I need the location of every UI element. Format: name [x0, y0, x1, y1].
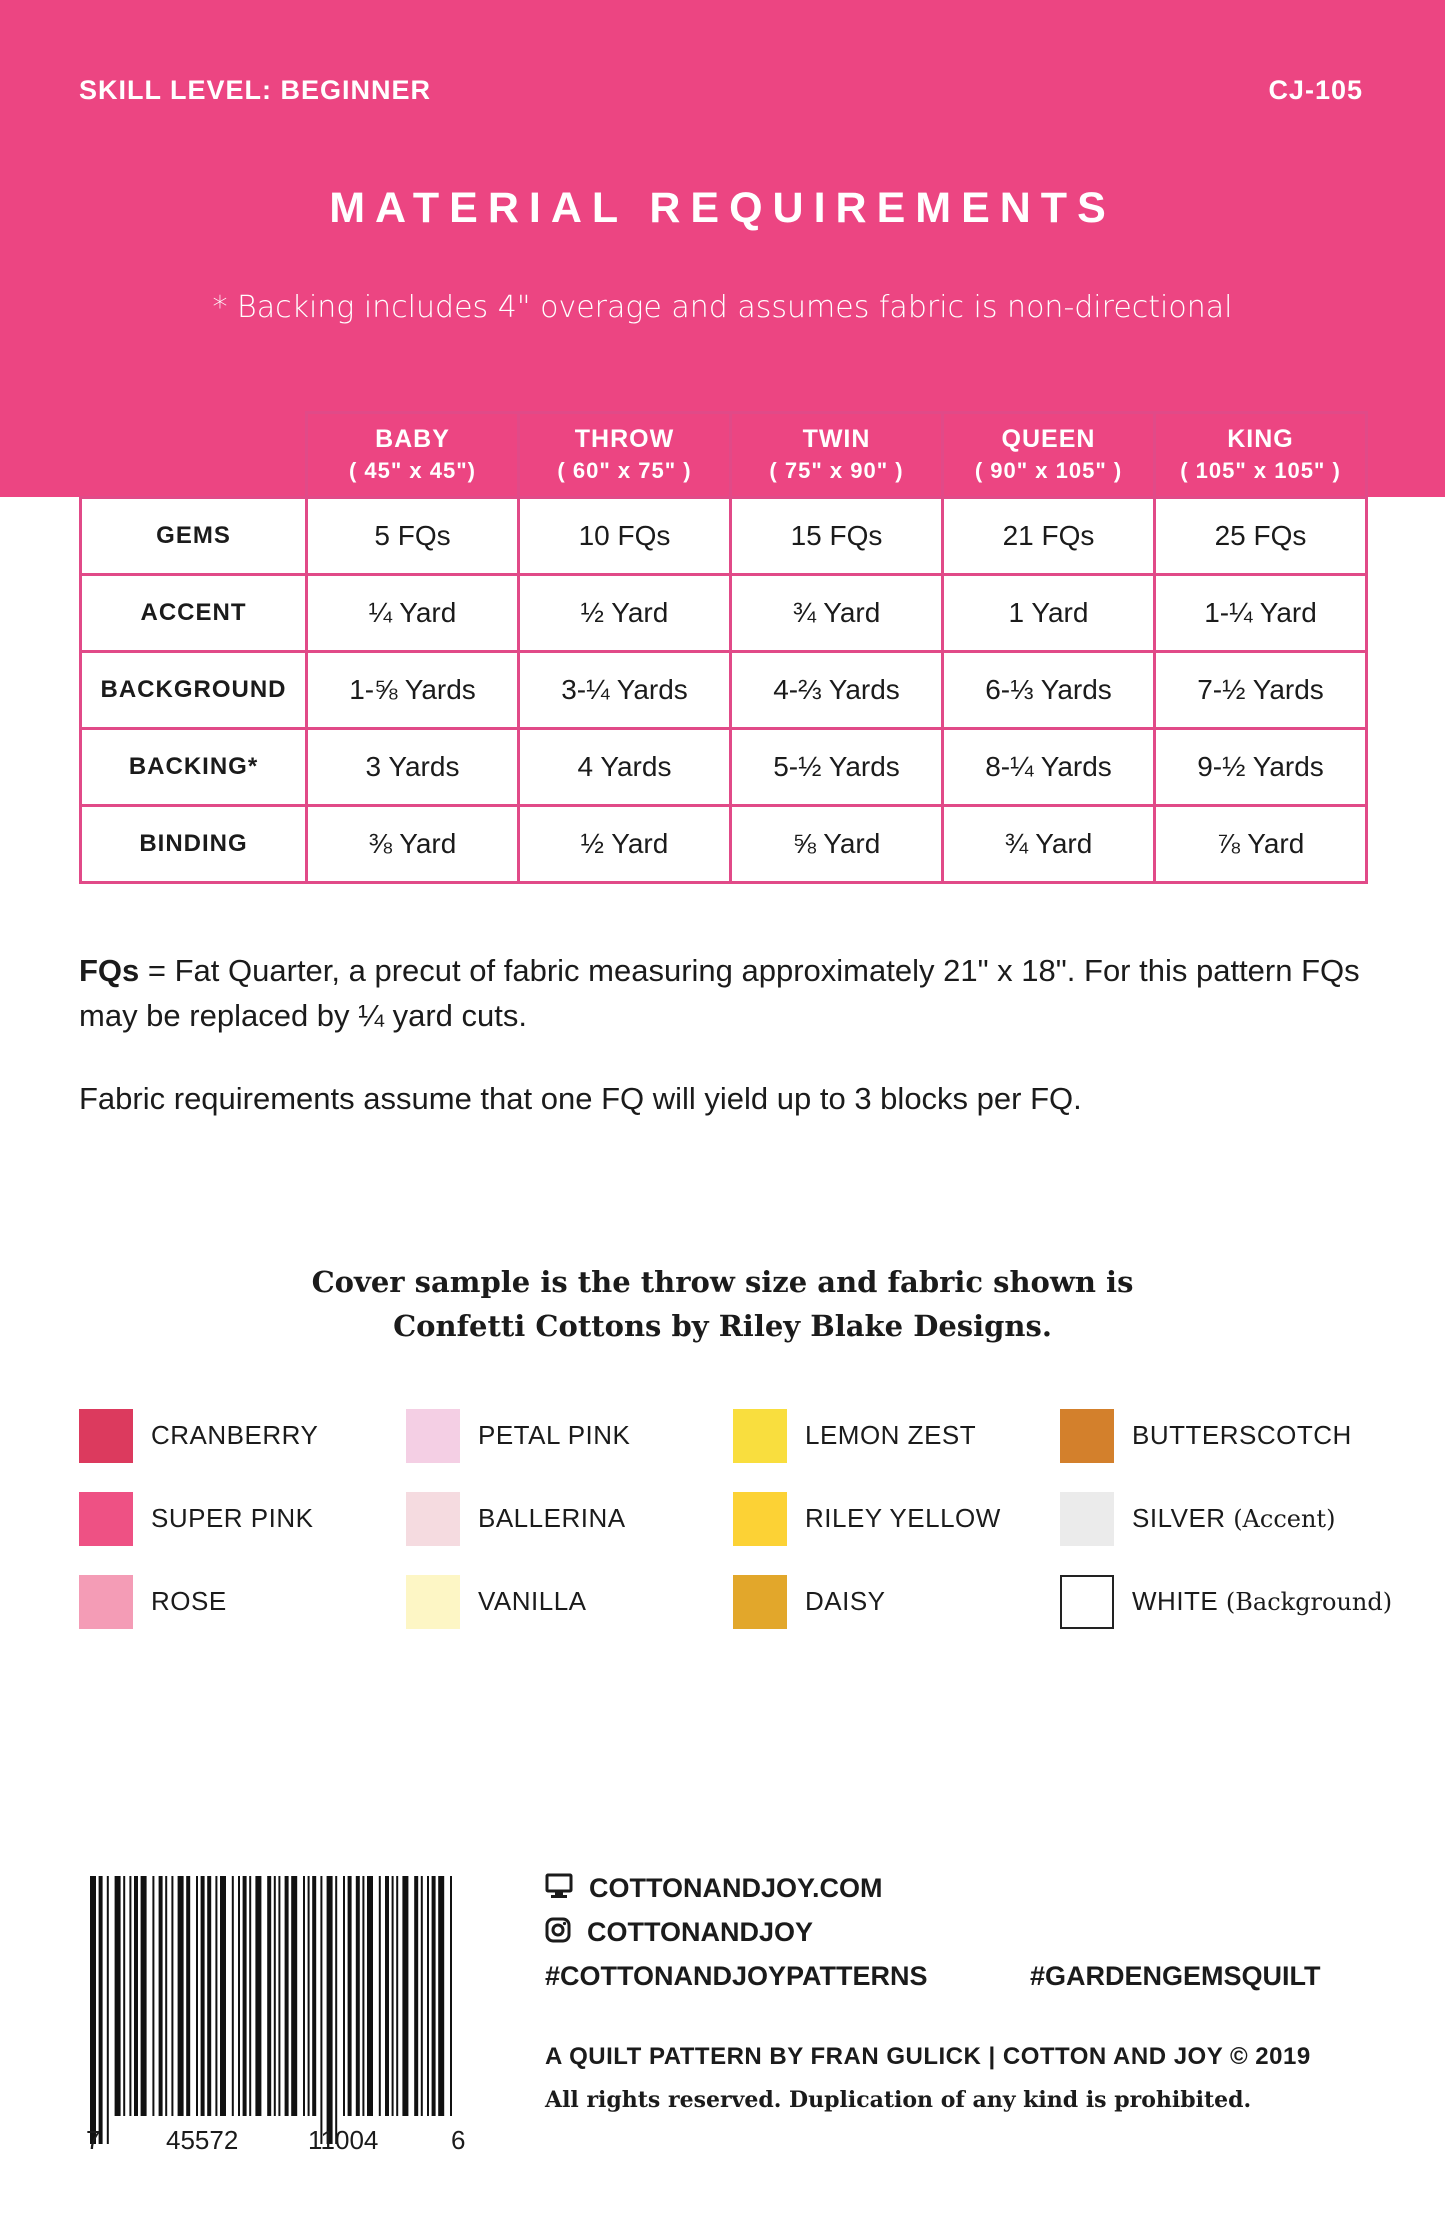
- instagram-line: [545, 1917, 813, 1950]
- barcode-bar: [141, 1876, 147, 2116]
- barcode-bar: [285, 1876, 289, 2116]
- color-chip: [79, 1492, 133, 1546]
- barcode-bar: [99, 1876, 103, 2144]
- barcode-bar: [303, 1876, 305, 2116]
- table-cell: 4 Yards: [519, 729, 731, 806]
- byline: A QUILT PATTERN BY FRAN GULICK | COTTON AND JOY © 2019: [545, 2043, 1311, 2070]
- swatch-lemon-zest: [733, 1408, 976, 1463]
- barcode-digit: 7: [86, 2125, 101, 2155]
- swatch-role: (Accent): [1225, 1505, 1336, 1533]
- fq-definition: [79, 948, 1379, 1038]
- barcode-bar: [152, 1876, 154, 2116]
- size-name: KING: [1227, 425, 1294, 453]
- barcode-bar: [335, 1876, 337, 2144]
- table-cell: 25 FQs: [1155, 498, 1367, 575]
- size-dims: ( 45" x 45"): [348, 458, 477, 483]
- table-cell: 6-⅓ Yards: [943, 652, 1155, 729]
- color-chip: [733, 1409, 787, 1463]
- barcode-bar: [432, 1876, 436, 2116]
- barcode-digit: 45572: [166, 2125, 239, 2155]
- row-label: ACCENT: [81, 575, 307, 652]
- table-cell: 1-⅝ Yards: [307, 652, 519, 729]
- barcode-bar: [129, 1876, 131, 2116]
- barcode-bar: [215, 1876, 217, 2116]
- swatch-label: [1132, 1586, 1392, 1617]
- website-link[interactable]: COTTONANDJOY.COM: [589, 1873, 883, 1903]
- barcode-bar: [178, 1876, 184, 2116]
- barcode-bar: [414, 1876, 418, 2116]
- color-chip: [79, 1575, 133, 1629]
- barcode-bar: [308, 1876, 310, 2116]
- table-cell: 3 Yards: [307, 729, 519, 806]
- barcode: [88, 1876, 458, 2144]
- swatch-white: [1060, 1574, 1392, 1629]
- table-cell: ¼ Yard: [307, 575, 519, 652]
- barcode-bar: [186, 1876, 190, 2116]
- fq-definition-text: = Fat Quarter, a precut of fabric measuring approximately 21" x 18". For this pattern FQs may be replaced by ¼ yard cuts.: [79, 953, 1360, 1033]
- barcode-bar: [159, 1876, 163, 2116]
- size-name: QUEEN: [1001, 425, 1096, 453]
- table-cell: ⅞ Yard: [1155, 806, 1367, 883]
- fabric-swatch-grid: [79, 1408, 1393, 1657]
- barcode-bar: [396, 1876, 398, 2116]
- swatch-label: BALLERINA: [478, 1503, 626, 1533]
- barcode-bar: [90, 1876, 96, 2144]
- table-cell: 5 FQs: [307, 498, 519, 575]
- pattern-code: CJ-105: [1268, 75, 1363, 105]
- fq-term: FQs: [79, 953, 140, 988]
- swatch-label: VANILLA: [478, 1586, 587, 1616]
- swatch-label: BUTTERSCOTCH: [1132, 1420, 1352, 1450]
- barcode-bar: [427, 1876, 429, 2116]
- barcode-bar: [385, 1876, 389, 2116]
- color-chip: [1060, 1575, 1114, 1629]
- material-requirements-table: [79, 411, 1368, 884]
- table-cell: 15 FQs: [731, 498, 943, 575]
- table-cell: 5-½ Yards: [731, 729, 943, 806]
- barcode-bar: [171, 1876, 173, 2116]
- barcode-bar: [343, 1876, 345, 2116]
- yield-note: Fabric requirements assume that one FQ will yield up to 3 blocks per FQ.: [79, 1081, 1082, 1116]
- swatch-vanilla: [406, 1574, 587, 1629]
- instagram-icon: [545, 1917, 571, 1950]
- color-chip: [406, 1409, 460, 1463]
- swatch-name: WHITE: [1132, 1586, 1219, 1616]
- barcode-bar: [438, 1876, 444, 2116]
- swatch-row: [79, 1574, 1393, 1657]
- swatch-petal-pink: [406, 1408, 630, 1463]
- swatch-label: PETAL PINK: [478, 1420, 631, 1450]
- table-cell: ½ Yard: [519, 806, 731, 883]
- barcode-bar: [243, 1876, 247, 2116]
- swatch-label: CRANBERRY: [151, 1420, 319, 1450]
- table-row-backing: [81, 729, 1367, 806]
- row-label: BINDING: [81, 806, 307, 883]
- swatch-riley-yellow: [733, 1491, 1001, 1546]
- barcode-bar: [115, 1876, 121, 2116]
- hashtag-quilt: #GARDENGEMSQUILT: [1030, 1961, 1321, 1991]
- barcode-bar: [274, 1876, 276, 2116]
- table-cell: 7-½ Yards: [1155, 652, 1367, 729]
- color-chip: [79, 1409, 133, 1463]
- swatch-row: [79, 1491, 1379, 1574]
- table-cell: 21 FQs: [943, 498, 1155, 575]
- barcode-bar: [291, 1876, 297, 2116]
- table-cell: 4-⅔ Yards: [731, 652, 943, 729]
- barcode-bar: [238, 1876, 240, 2116]
- barcode-bar: [278, 1876, 280, 2116]
- barcode-bar: [348, 1876, 352, 2116]
- barcode-bar: [421, 1876, 423, 2116]
- skill-level: SKILL LEVEL: BEGINNER: [79, 75, 432, 105]
- swatch-super-pink: [79, 1491, 314, 1546]
- barcode-bar: [450, 1876, 452, 2116]
- hashtag-patterns: #COTTONANDJOYPATTERNS: [545, 1961, 928, 1991]
- swatch-silver: [1060, 1491, 1335, 1546]
- barcode-bar: [379, 1876, 381, 2116]
- row-label: GEMS: [81, 498, 307, 575]
- barcode-bar: [220, 1876, 226, 2116]
- color-chip: [1060, 1409, 1114, 1463]
- table-cell: ¾ Yard: [731, 575, 943, 652]
- barcode-bar: [362, 1876, 364, 2116]
- size-dims: ( 60" x 75" ): [557, 458, 692, 483]
- swatch-label: RILEY YELLOW: [805, 1503, 1001, 1533]
- color-chip: [733, 1492, 787, 1546]
- size-header-baby: [307, 413, 519, 498]
- barcode-bar: [267, 1876, 271, 2116]
- swatch-label: ROSE: [151, 1586, 227, 1616]
- row-label: BACKGROUND: [81, 652, 307, 729]
- table-cell: 3-¼ Yards: [519, 652, 731, 729]
- swatch-row: [79, 1408, 1379, 1491]
- table-cell: ⅝ Yard: [731, 806, 943, 883]
- cover-line-1: Cover sample is the throw size and fabric shown is: [311, 1265, 1134, 1299]
- barcode-bar: [207, 1876, 211, 2116]
- barcode-bar: [255, 1876, 261, 2116]
- size-dims: ( 75" x 90" ): [769, 458, 904, 483]
- table-header-row: [81, 413, 1367, 498]
- table-row-background: [81, 652, 1367, 729]
- swatch-ballerina: [406, 1491, 626, 1546]
- table-cell: 1-¼ Yard: [1155, 575, 1367, 652]
- barcode-bar: [165, 1876, 167, 2116]
- table-cell: 10 FQs: [519, 498, 731, 575]
- barcode-bar: [196, 1876, 198, 2116]
- barcode-bar: [134, 1876, 138, 2116]
- size-name: BABY: [375, 425, 450, 453]
- swatch-daisy: [733, 1574, 886, 1629]
- swatch-role: (Background): [1218, 1588, 1393, 1616]
- size-header-queen: [943, 413, 1155, 498]
- website-line: [545, 1873, 883, 1906]
- swatch-label: SUPER PINK: [151, 1503, 314, 1533]
- swatch-name: SILVER: [1132, 1503, 1226, 1533]
- barcode-bar: [312, 1876, 316, 2116]
- table-cell: ¾ Yard: [943, 806, 1155, 883]
- size-dims: ( 105" x 105" ): [1180, 458, 1341, 483]
- cover-sample-note: [0, 1260, 1445, 1348]
- swatch-label: DAISY: [805, 1586, 886, 1616]
- swatch-cranberry: [79, 1408, 318, 1463]
- color-chip: [733, 1575, 787, 1629]
- barcode-bar: [107, 1876, 109, 2144]
- table-cell: ½ Yard: [519, 575, 731, 652]
- backing-note: * Backing includes 4" overage and assumes fabric is non-directional: [212, 290, 1233, 325]
- size-header-king: [1155, 413, 1367, 498]
- size-header-throw: [519, 413, 731, 498]
- size-name: THROW: [574, 425, 675, 453]
- barcode-bar: [327, 1876, 333, 2144]
- table-row-binding: [81, 806, 1367, 883]
- swatch-rose: [79, 1574, 227, 1629]
- swatch-butterscotch: [1060, 1408, 1352, 1463]
- barcode-bar: [367, 1876, 373, 2116]
- size-dims: ( 90" x 105" ): [974, 458, 1123, 483]
- barcode-bar: [123, 1876, 125, 2116]
- table-row-gems: [81, 498, 1367, 575]
- row-label: BACKING*: [81, 729, 307, 806]
- instagram-handle[interactable]: COTTONANDJOY: [587, 1917, 814, 1947]
- barcode-bar: [402, 1876, 408, 2116]
- page-title: MATERIAL REQUIREMENTS: [329, 184, 1116, 232]
- barcode-bar: [320, 1876, 322, 2144]
- table-cell: 9-½ Yards: [1155, 729, 1367, 806]
- table-cell: 1 Yard: [943, 575, 1155, 652]
- barcode-digit: 11004: [308, 2125, 379, 2155]
- barcode-bar: [392, 1876, 394, 2116]
- computer-icon: [545, 1873, 573, 1906]
- color-chip: [1060, 1492, 1114, 1546]
- swatch-label: [1132, 1503, 1335, 1534]
- size-header-twin: [731, 413, 943, 498]
- rights-notice: All rights reserved. Duplication of any kind is prohibited.: [545, 2087, 1252, 2113]
- cover-line-2: Confetti Cottons by Riley Blake Designs.: [393, 1309, 1052, 1343]
- swatch-label: LEMON ZEST: [805, 1420, 977, 1450]
- barcode-bar: [356, 1876, 360, 2116]
- table-row-accent: [81, 575, 1367, 652]
- barcode-bar: [249, 1876, 251, 2116]
- barcode-digit: 6: [451, 2125, 466, 2155]
- color-chip: [406, 1492, 460, 1546]
- color-chip: [406, 1575, 460, 1629]
- size-name: TWIN: [802, 425, 871, 453]
- table-cell: ⅜ Yard: [307, 806, 519, 883]
- barcode-bar: [201, 1876, 205, 2116]
- barcode-bar: [232, 1876, 234, 2116]
- table-corner: [81, 413, 307, 498]
- table-cell: 8-¼ Yards: [943, 729, 1155, 806]
